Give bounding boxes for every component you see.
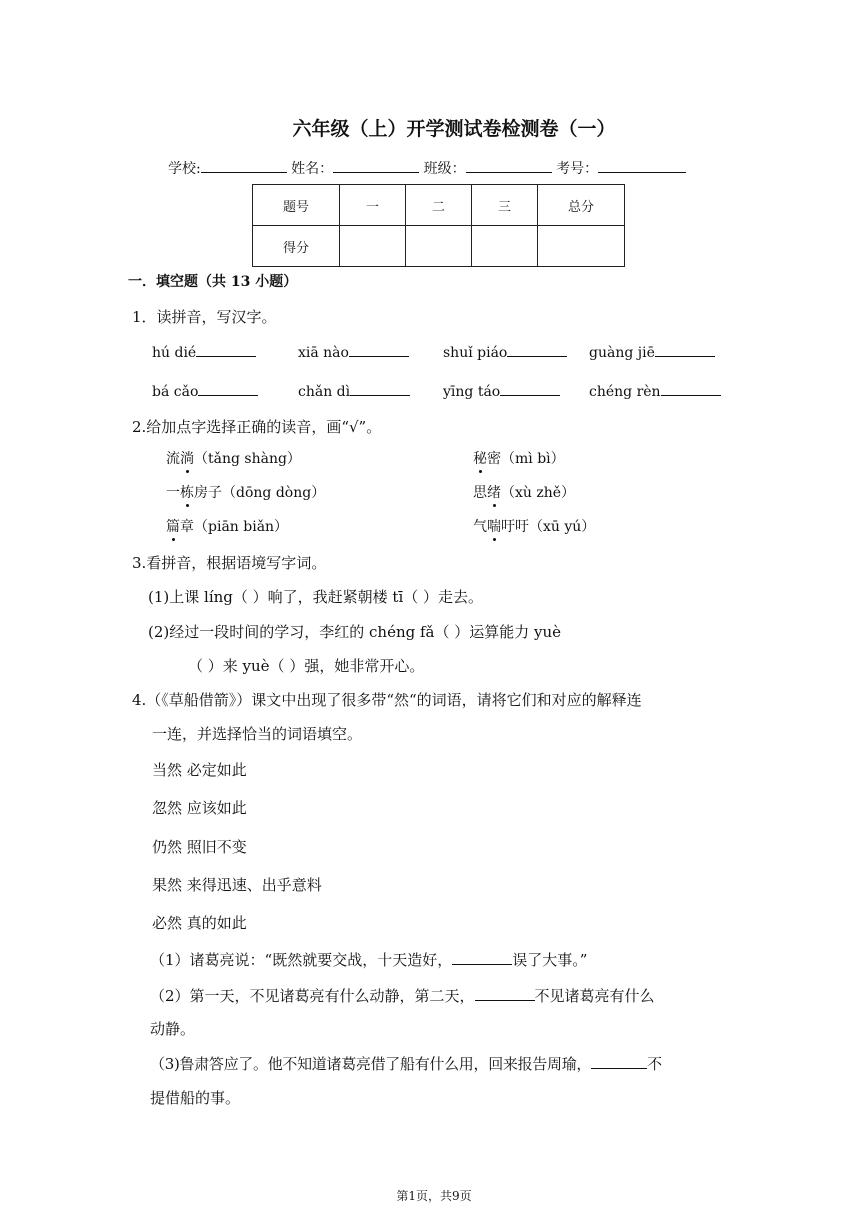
score-table bbox=[252, 184, 625, 267]
score-table-header-row bbox=[253, 185, 625, 226]
reading-choice: 气喘吁吁（xū yú） bbox=[473, 516, 595, 536]
reading-choice: 流淌（tǎng shàng） bbox=[166, 448, 301, 468]
word-explanation-pair: 当然 必定如此 bbox=[152, 761, 247, 779]
question-3-line: （ ）来 yuè（ ）强，她非常开心。 bbox=[188, 657, 425, 675]
pinyin-item: xiā nào bbox=[298, 343, 409, 361]
score-cell bbox=[472, 226, 538, 267]
fill-sentence-continued: 动静。 bbox=[150, 1020, 196, 1038]
pinyin-item: guàng jiē bbox=[589, 343, 715, 361]
pinyin-item: bá cǎo bbox=[152, 382, 258, 400]
score-cell: 一 bbox=[340, 185, 406, 226]
page-footer: 第1页，共9页 bbox=[396, 1189, 472, 1203]
class-label: 班级： bbox=[423, 161, 466, 177]
answer-blank bbox=[500, 382, 560, 396]
question-3-stem: 3.看拼音，根据语境写字词。 bbox=[132, 554, 327, 572]
question-4-stem: 一连，并选择恰当的词语填空。 bbox=[152, 725, 363, 743]
dotted-character: 秘 bbox=[473, 448, 487, 468]
fill-sentence: （3)鲁肃答应了。他不知道诸葛亮借了船有什么用，回来报告周瑜， 不 bbox=[150, 1055, 662, 1073]
answer-blank bbox=[196, 343, 256, 357]
pinyin-item: yīng táo bbox=[443, 382, 560, 400]
pinyin-item: chǎn dì bbox=[298, 382, 410, 400]
answer-blank bbox=[591, 1055, 647, 1069]
name-blank bbox=[333, 158, 419, 173]
dotted-character: 淌 bbox=[180, 448, 194, 468]
word-explanation-pair: 必然 真的如此 bbox=[152, 914, 247, 932]
score-cell: 题号 bbox=[253, 185, 340, 226]
score-cell bbox=[406, 226, 472, 267]
exam-no-blank bbox=[598, 158, 686, 173]
score-cell: 总分 bbox=[538, 185, 625, 226]
question-3-line: (2)经过一段时间的学习，李红的 chéng fǎ（ ）运算能力 yuè bbox=[148, 623, 562, 641]
question-2-stem: 2.给加点字选择正确的读音，画“√”。 bbox=[132, 418, 382, 436]
score-cell: 二 bbox=[406, 185, 472, 226]
school-blank bbox=[201, 158, 287, 173]
pinyin-item: shuǐ piáo bbox=[443, 343, 567, 361]
dotted-character: 喘 bbox=[487, 516, 501, 536]
reading-choice: 一栋房子（dōng dòng） bbox=[166, 482, 325, 502]
question-4-stem: 4.（《草船借箭》）课文中出现了很多带“然“的词语，请将它们和对应的解释连 bbox=[132, 691, 642, 709]
answer-blank bbox=[661, 382, 721, 396]
score-cell bbox=[340, 226, 406, 267]
dotted-character: 栋 bbox=[180, 482, 194, 502]
score-cell bbox=[538, 226, 625, 267]
answer-blank bbox=[475, 987, 535, 1001]
reading-choice: 思绪（xù zhě） bbox=[473, 482, 575, 502]
word-explanation-pair: 仍然 照旧不变 bbox=[152, 838, 247, 856]
section-heading: 一．填空题（共 13 小题） bbox=[128, 274, 298, 290]
answer-blank bbox=[349, 343, 409, 357]
reading-choice: 篇章（piān biǎn） bbox=[166, 516, 288, 536]
class-blank bbox=[466, 158, 552, 173]
dotted-character: 绪 bbox=[487, 482, 501, 502]
answer-blank bbox=[350, 382, 410, 396]
dotted-character: 篇 bbox=[166, 516, 180, 536]
school-label: 学校: bbox=[168, 161, 201, 177]
pinyin-item: hú dié bbox=[152, 343, 256, 361]
pinyin-item: chéng rèn bbox=[589, 382, 721, 400]
student-info-line bbox=[168, 158, 686, 178]
score-cell: 得分 bbox=[253, 226, 340, 267]
fill-sentence: （2）第一天，不见诸葛亮有什么动静，第二天， 不见诸葛亮有什么 bbox=[150, 987, 655, 1005]
word-explanation-pair: 果然 来得迅速、出乎意料 bbox=[152, 876, 322, 894]
score-cell: 三 bbox=[472, 185, 538, 226]
question-1-stem: 1．读拼音，写汉字。 bbox=[132, 308, 277, 326]
answer-blank bbox=[452, 951, 512, 965]
answer-blank bbox=[198, 382, 258, 396]
name-label: 姓名： bbox=[291, 161, 334, 177]
fill-sentence-continued: 提借船的事。 bbox=[150, 1089, 241, 1107]
exam-no-label: 考号： bbox=[556, 161, 599, 177]
reading-choice: 秘密（mì bì） bbox=[473, 448, 565, 468]
page-title: 六年级（上）开学测试卷检测卷（一） bbox=[292, 118, 616, 140]
answer-blank bbox=[655, 343, 715, 357]
score-table-score-row bbox=[253, 226, 625, 267]
word-explanation-pair: 忽然 应该如此 bbox=[152, 799, 247, 817]
question-3-line: (1)上课 líng（ ）响了，我赶紧朝楼 tī（ ）走去。 bbox=[148, 588, 484, 606]
answer-blank bbox=[507, 343, 567, 357]
fill-sentence: （1）诸葛亮说：“既然就要交战，十天造好， 误了大事。” bbox=[150, 951, 588, 969]
